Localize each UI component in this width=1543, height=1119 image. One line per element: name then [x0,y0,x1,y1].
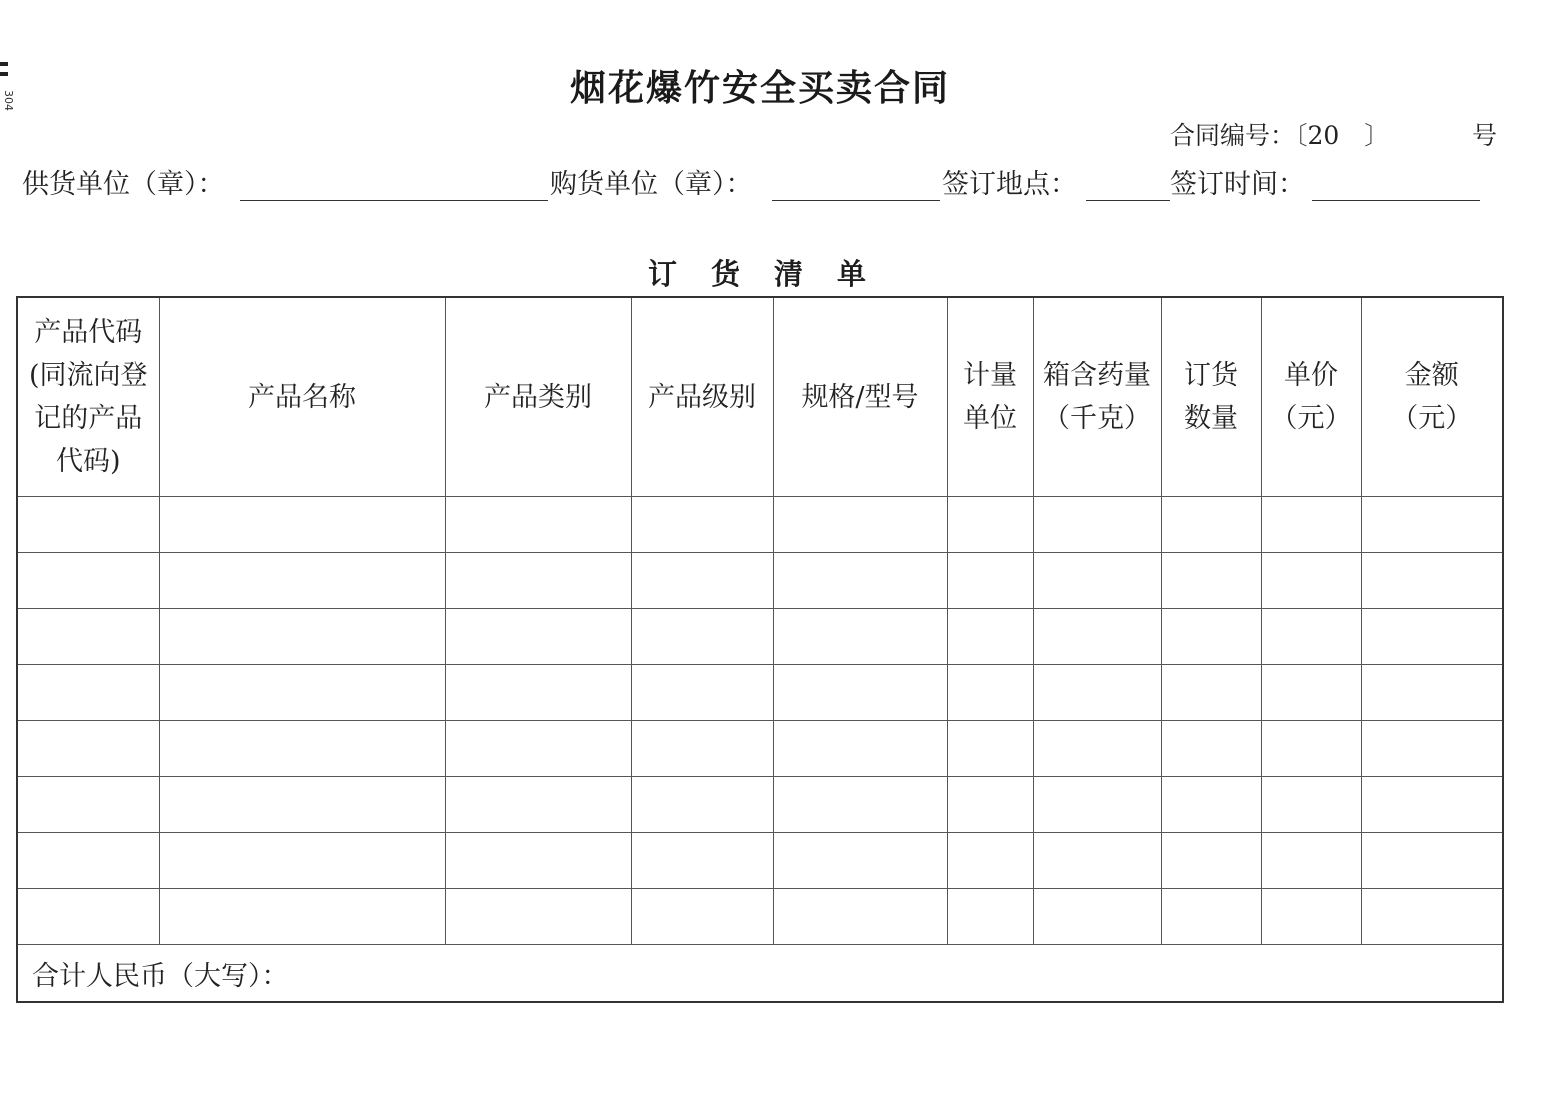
column-header [947,297,1033,497]
table-cell[interactable] [947,777,1033,833]
table-cell[interactable] [1033,889,1161,945]
table-cell[interactable] [159,833,445,889]
table-cell[interactable] [773,721,947,777]
table-cell[interactable] [1161,665,1261,721]
table-cell[interactable] [631,497,773,553]
table-cell[interactable] [947,889,1033,945]
table-cell[interactable] [947,553,1033,609]
column-header [1161,297,1261,497]
table-cell[interactable] [631,777,773,833]
table-cell[interactable] [1033,497,1161,553]
table-cell[interactable] [1361,553,1503,609]
table-cell[interactable] [1033,609,1161,665]
table-cell[interactable] [1033,721,1161,777]
column-header [1361,297,1503,497]
table-cell[interactable] [1161,889,1261,945]
time-label: 签订时间： [1170,169,1305,200]
column-header-line: 产品级别 [648,381,756,413]
column-header-line: 代码) [55,446,121,477]
time-blank[interactable] [1312,200,1480,201]
contract-number [1170,116,1498,152]
table-row [17,553,1503,609]
page-number: 304 [2,90,15,111]
column-header-line: 箱含药量 [1043,360,1151,391]
table-cell[interactable] [1261,777,1361,833]
table-cell[interactable] [17,665,159,721]
table-row [17,833,1503,889]
table-cell[interactable] [947,665,1033,721]
column-header-line: 金额 [1404,360,1459,391]
table-cell[interactable] [947,609,1033,665]
table-cell[interactable] [631,553,773,609]
table-row [17,777,1503,833]
table-cell[interactable] [1361,889,1503,945]
table-cell[interactable] [1033,833,1161,889]
contract-title: 烟花爆竹安全买卖合同 [569,68,950,109]
table-cell[interactable] [1361,665,1503,721]
table-cell[interactable] [773,497,947,553]
column-header-line: 产品名称 [248,381,356,413]
table-cell[interactable] [773,609,947,665]
parties-row [22,162,1512,208]
place-blank[interactable] [1086,200,1170,201]
table-cell[interactable] [947,497,1033,553]
table-cell[interactable] [445,777,631,833]
table-cell[interactable] [1033,553,1161,609]
column-header [631,297,773,497]
column-header-line: 规格/型号 [801,381,919,413]
column-header [1033,297,1161,497]
table-cell[interactable] [1161,833,1261,889]
column-header [445,297,631,497]
table-cell[interactable] [1361,777,1503,833]
table-cell[interactable] [773,665,947,721]
table-cell[interactable] [773,833,947,889]
column-header-line: 数量 [1184,403,1238,434]
contract-number-suffix: 号 [1472,121,1498,150]
table-cell[interactable] [17,889,159,945]
table-cell[interactable] [1261,497,1361,553]
table-cell[interactable] [1361,497,1503,553]
buyer-blank[interactable] [772,200,940,201]
supplier-label: 供货单位（章）： [22,169,225,200]
table-cell[interactable] [159,721,445,777]
table-cell[interactable] [1261,833,1361,889]
table-cell[interactable] [159,609,445,665]
table-cell[interactable] [773,553,947,609]
table-cell[interactable] [631,609,773,665]
table-cell[interactable] [445,833,631,889]
column-header-line: 单价 [1284,360,1338,391]
column-header-line: （元） [1391,403,1473,434]
column-header [1261,297,1361,497]
table-cell[interactable] [17,833,159,889]
order-table [16,296,1504,1003]
table-cell[interactable] [1261,609,1361,665]
table-header-row [17,297,1503,497]
column-header-line: 记的产品 [34,403,143,434]
table-cell[interactable] [1261,889,1361,945]
table-cell[interactable] [773,777,947,833]
table-cell[interactable] [631,721,773,777]
table-cell[interactable] [159,889,445,945]
table-cell[interactable] [159,497,445,553]
table-cell[interactable] [445,497,631,553]
table-cell[interactable] [445,889,631,945]
table-row [17,721,1503,777]
table-cell[interactable] [1261,665,1361,721]
total-amount-label[interactable]: 合计人民币（大写）： [17,945,1503,1003]
contract-number-label: 合同编号：〔20 〕 [1170,121,1390,150]
table-cell[interactable] [445,721,631,777]
buyer-label: 购货单位（章）： [550,169,753,200]
column-header-line: （元） [1270,403,1352,434]
column-header [773,297,947,497]
table-cell[interactable] [631,665,773,721]
table-cell[interactable] [17,777,159,833]
table-cell[interactable] [1361,609,1503,665]
table-cell[interactable] [159,777,445,833]
table-cell[interactable] [445,609,631,665]
column-header-line: (同流向登 [28,360,148,391]
table-cell[interactable] [17,497,159,553]
column-header-line: 单位 [963,403,1017,434]
column-header-line: 产品类别 [484,381,592,413]
column-header-line: 计量 [963,360,1017,391]
table-cell[interactable] [631,833,773,889]
column-header-line: 订货 [1184,360,1238,391]
table-cell[interactable] [947,833,1033,889]
table-cell[interactable] [17,721,159,777]
table-cell[interactable] [1361,833,1503,889]
total-row [17,945,1503,1003]
table-cell[interactable] [1161,553,1261,609]
column-header-line: （千克） [1043,403,1151,434]
table-cell[interactable] [17,553,159,609]
table-row [17,497,1503,553]
supplier-blank[interactable] [240,200,548,201]
table-cell[interactable] [631,889,773,945]
column-header-line: 产品代码 [34,317,143,348]
table-cell[interactable] [1161,721,1261,777]
table-cell[interactable] [1033,777,1161,833]
table-cell[interactable] [1033,665,1161,721]
table-cell[interactable] [159,553,445,609]
table-cell[interactable] [773,889,947,945]
table-row [17,665,1503,721]
table-cell[interactable] [445,665,631,721]
table-cell[interactable] [17,609,159,665]
table-cell[interactable] [1261,553,1361,609]
table-row [17,609,1503,665]
table-cell[interactable] [947,721,1033,777]
column-header [159,297,445,497]
order-list-title: 订货清单 [647,257,900,291]
place-label: 签订地点： [942,169,1077,200]
table-cell[interactable] [159,665,445,721]
table-cell[interactable] [445,553,631,609]
table-cell[interactable] [1361,721,1503,777]
table-row [17,889,1503,945]
column-header [17,297,159,497]
table-cell[interactable] [1161,497,1261,553]
table-cell[interactable] [1261,721,1361,777]
table-cell[interactable] [1161,777,1261,833]
table-cell[interactable] [1161,609,1261,665]
